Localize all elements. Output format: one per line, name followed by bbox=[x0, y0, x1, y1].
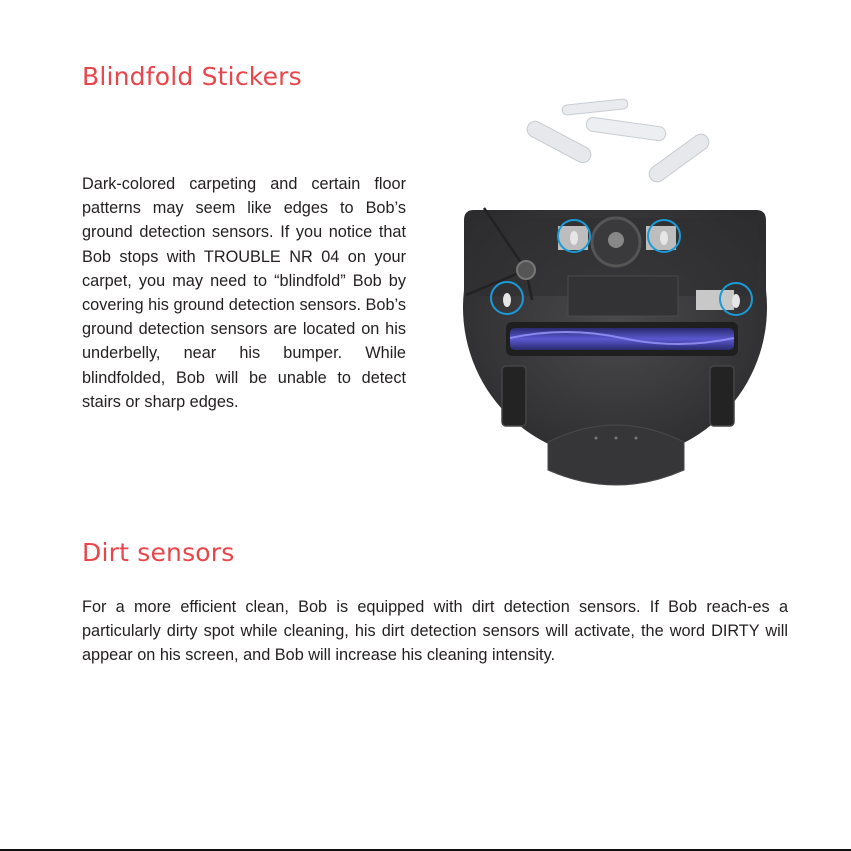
blindfold-stickers-heading: Blindfold Stickers bbox=[82, 62, 302, 91]
dirt-sensors-heading: Dirt sensors bbox=[82, 538, 235, 567]
robot-vacuum-underside-icon bbox=[463, 208, 767, 485]
blindfold-stickers-paragraph: Dark-colored carpeting and certain floor patterns may seem like edges to Bob’s ground detection sensors. If you notice that Bob stops with TROUBLE NR 04 on your carpet, you may need to “blindfold” Bob by covering his ground detection sensors. Bob’s ground detection sensors are located on his underbelly, near his bumper. While blindfolded, Bob will be unable to detect stairs or sharp edges. bbox=[82, 175, 406, 411]
blindfold-sticker-icon bbox=[524, 99, 712, 185]
robot-vacuum-illustration bbox=[446, 90, 786, 510]
dirt-sensors-paragraph: For a more efficient clean, Bob is equipped with dirt detection sensors. If Bob reach-es a particularly dirty spot while cleaning, his dirt detection sensors will activate, the word DIRTY will appear on his screen, and Bob will increase his cleaning intensity. bbox=[82, 598, 788, 665]
